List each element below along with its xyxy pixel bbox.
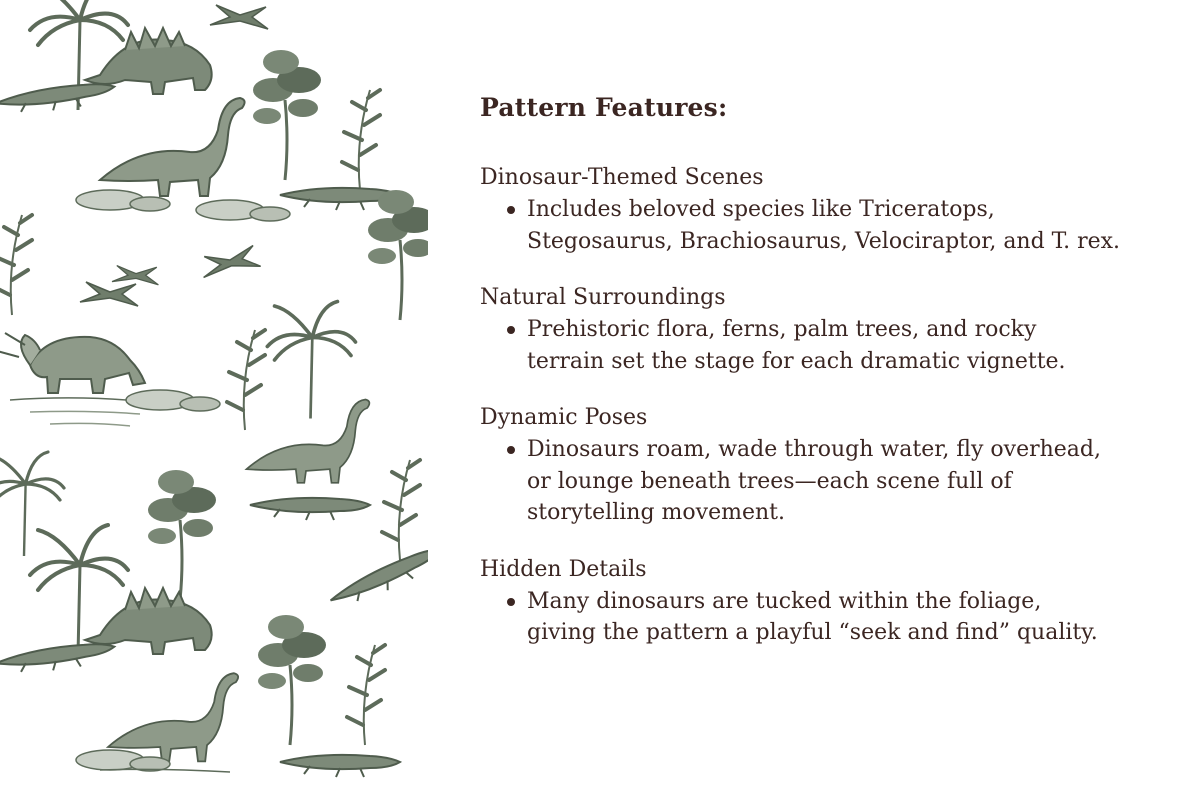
- feature-line: giving the pattern a playful “seek and find” quality.: [527, 620, 1098, 645]
- feature-line: terrain set the stage for each dramatic vignette.: [527, 348, 1066, 374]
- feature-line: Includes beloved species like Triceratops,: [527, 197, 995, 222]
- feature-bullet: [480, 586, 1170, 649]
- feature-title: Hidden Details: [480, 556, 647, 582]
- feature-title: Natural Surroundings: [480, 285, 726, 310]
- feature-section-hidden-details: [480, 554, 1170, 649]
- feature-line: Stegosaurus, Brachiosaurus, Velociraptor, and T. rex.: [527, 228, 1121, 254]
- feature-line: Dinosaurs roam, wade through water, fly overhead,: [527, 437, 1101, 462]
- feature-description: [527, 586, 1160, 649]
- feature-section-natural-surroundings: [480, 282, 1170, 377]
- feature-line: or lounge beneath trees—each scene full of: [527, 468, 1012, 494]
- feature-line: Many dinosaurs are tucked within the foliage,: [527, 588, 1042, 614]
- feature-title: Dinosaur-Themed Scenes: [480, 165, 764, 190]
- feature-line: storytelling movement.: [527, 500, 785, 525]
- feature-line: Prehistoric flora, ferns, palm trees, and rocky: [527, 317, 1037, 342]
- dinosaur-pattern-illustration: [0, 0, 428, 800]
- feature-section-dynamic-poses: [480, 402, 1170, 529]
- feature-bullet: [480, 314, 1170, 377]
- pattern-features-heading: Pattern Features:: [480, 93, 728, 122]
- feature-bullet: [480, 434, 1170, 529]
- feature-description: [527, 194, 1160, 257]
- feature-bullet: [480, 194, 1170, 257]
- dinosaur-toile-pattern-panel: [0, 0, 428, 800]
- pattern-features-text: [480, 92, 1170, 674]
- feature-title: Dynamic Poses: [480, 405, 648, 430]
- feature-description: [527, 434, 1160, 529]
- feature-section-dinosaur-themed-scenes: [480, 162, 1170, 257]
- feature-description: [527, 314, 1160, 377]
